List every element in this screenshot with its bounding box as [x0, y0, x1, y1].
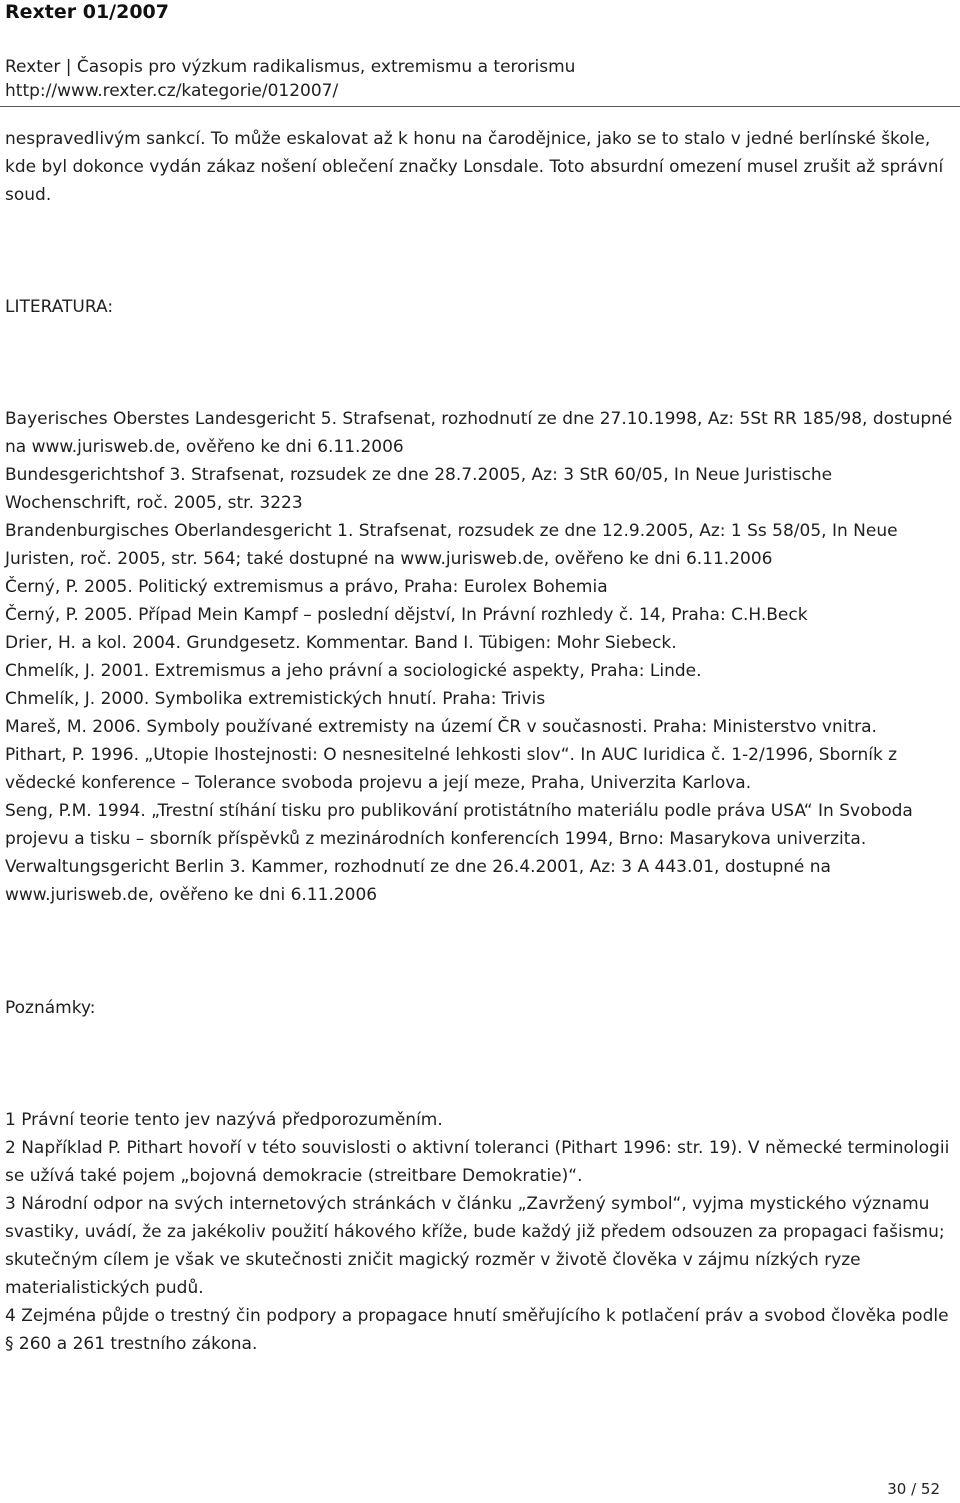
page-content [5, 125, 955, 1358]
site-name: Rexter | Časopis pro výzkum radikalismus, extremismu a terorismu [5, 57, 576, 77]
literature-item: Černý, P. 2005. Případ Mein Kampf – poslední dějství, In Právní rozhledy č. 14, Praha: C.H.Beck [5, 605, 808, 625]
footnote-item: 1 Právní teorie tento jev nazývá předporozuměním. [5, 1110, 443, 1130]
literature-item: Chmelík, J. 2001. Extremismus a jeho právní a sociologické aspekty, Praha: Linde. [5, 661, 702, 681]
literature-item: Bayerisches Oberstes Landesgericht 5. Strafsenat, rozhodnutí ze dne 27.10.1998, Az: 5St RR 185/98, dostupné na www.jurisweb.de, ověřeno ke dni 6.11.2006 [5, 409, 953, 457]
literature-item: Černý, P. 2005. Politický extremismus a právo, Praha: Eurolex Bohemia [5, 577, 608, 597]
site-url: http://www.rexter.cz/kategorie/012007/ [5, 81, 339, 101]
footnote-item: 2 Například P. Pithart hovoří v této souvislosti o aktivní toleranci (Pithart 1996: str. 19). V německé terminologii se užívá také pojem „bojovná demokracie (streitbare Demokratie)“. [5, 1138, 950, 1186]
literature-heading: LITERATURA: [5, 297, 114, 317]
footnote-item: 4 Zejména půjde o trestný čin podpory a propagace hnutí směřujícího k potlačení práv a svobod člověka podle § 260 a 261 trestního zákona. [5, 1306, 949, 1354]
page-header [5, 0, 955, 103]
literature-item: Pithart, P. 1996. „Utopie lhostejnosti: O nesnesitelné lehkosti slov“. In AUC Iuridica č. 1-2/1996, Sborník z vědecké konference – Tolerance svoboda projevu a její meze, Praha, Univerzita Karlova. [5, 745, 898, 793]
literature-list [5, 405, 955, 909]
notes-heading: Poznámky: [5, 998, 96, 1018]
literature-item: Seng, P.M. 1994. „Trestní stíhání tisku pro publikování protistátního materiálu podle práva USA“ In Svoboda projevu a tisku – sborník příspěvků z mezinárodních konferencích 1994, Brno: Masarykova univerzita. [5, 801, 913, 849]
literature-item: Mareš, M. 2006. Symboly používané extremisty na území ČR v současnosti. Praha: Ministerstvo vnitra. [5, 717, 877, 737]
literature-item: Bundesgerichtshof 3. Strafsenat, rozsudek ze dne 28.7.2005, Az: 3 StR 60/05, In Neue Juristische Wochenschrift, roč. 2005, str. 3223 [5, 465, 833, 513]
literature-item: Verwaltungsgericht Berlin 3. Kammer, rozhodnutí ze dne 26.4.2001, Az: 3 A 443.01, dostupné na www.jurisweb.de, ověřeno ke dni 6.11.2006 [5, 857, 831, 905]
header-divider [0, 106, 960, 107]
literature-item: Drier, H. a kol. 2004. Grundgesetz. Kommentar. Band I. Tübigen: Mohr Siebeck. [5, 633, 677, 653]
intro-paragraph: nespravedlivým sankcí. To může eskalovat až k honu na čarodějnice, jako se to stalo v jedné berlínské škole, kde byl dokonce vydán zákaz nošení oblečení značky Lonsdale. Toto absurdní omezení musel zrušit až správní soud. [5, 129, 944, 205]
literature-item: Chmelík, J. 2000. Symbolika extremistických hnutí. Praha: Trivis [5, 689, 546, 709]
notes-list [5, 1106, 955, 1358]
document-title: Rexter 01/2007 [5, 1, 169, 23]
page-number: 30 / 52 [887, 1480, 940, 1498]
literature-item: Brandenburgisches Oberlandesgericht 1. Strafsenat, rozsudek ze dne 12.9.2005, Az: 1 Ss 58/05, In Neue Juristen, roč. 2005, str. 564; také dostupné na www.jurisweb.de, ověřeno ke dni 6.11.2006 [5, 521, 898, 569]
footnote-item: 3 Národní odpor na svých internetových stránkách v článku „Zavržený symbol“, vyjma mystického významu svastiky, uvádí, že za jakékoliv použití hákového kříže, bude každý již předem odsouzen za propagaci fašismu; skutečným cílem je však ve skutečnosti zničit magický rozměr v životě člověka v zájmu nízkých ryze materialistických pudů. [5, 1194, 945, 1298]
